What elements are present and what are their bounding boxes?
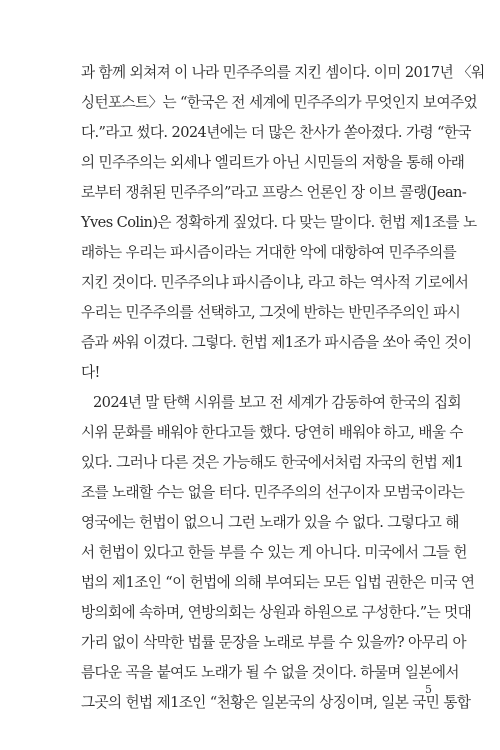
text-line: 과 함께 외쳐져 이 나라 민주주의를 지킨 셈이다. 이미 2017년 〈워 — [81, 64, 485, 81]
text-line: 서 헌법이 있다고 한들 부를 수 있는 게 아니다. 미국에서 그들 헌 — [81, 544, 467, 561]
text-line: 그곳의 헌법 제1조인 “천황은 일본국의 상징이며, 일본 국민 통합 — [81, 694, 471, 711]
text-line: 있다. 그러나 다른 것은 가능해도 한국에서처럼 자국의 헌법 제1 — [81, 454, 464, 471]
paragraph-1 — [81, 58, 485, 388]
text-line: 시위 문화를 배워야 한다고들 했다. 당연히 배워야 하고, 배울 수 — [81, 424, 463, 441]
text-line: 조를 노래할 수는 없을 터다. 민주주의의 선구이자 모범국이라는 — [81, 484, 465, 501]
text-line: 2024년 말 탄핵 시위를 보고 전 세계가 감동하여 한국의 집회 — [93, 394, 462, 411]
text-line: 다! — [81, 364, 100, 381]
text-line: Yves Colin)은 정확하게 짚었다. 다 맞는 말이다. 헌법 제1조를 노 — [81, 214, 477, 231]
body-text — [81, 58, 485, 718]
text-line: 름다운 곡을 붙여도 노래가 될 수 없을 것이다. 하물며 일본에서 — [81, 664, 459, 681]
text-line: 다.”라고 썼다. 2024년에는 더 많은 찬사가 쏟아졌다. 가령 “한국 — [81, 124, 471, 141]
paragraph-2 — [81, 388, 475, 718]
text-line: 영국에는 헌법이 없으니 그런 노래가 있을 수 없다. 그렇다고 해 — [81, 514, 459, 531]
text-line: 의 민주주의는 외세나 엘리트가 아닌 시민들의 저항을 통해 아래 — [81, 154, 465, 171]
text-line: 로부터 쟁취된 민주주의”라고 프랑스 언론인 장 이브 콜랭(Jean- — [81, 184, 467, 201]
text-line: 방의회에 속하며, 연방의회는 상원과 하원으로 구성한다.”는 멋대 — [81, 604, 472, 621]
page-number: 5 — [425, 683, 432, 696]
text-line: 지킨 것이다. 민주주의냐 파시즘이냐, 라고 하는 역사적 기로에서 — [81, 274, 469, 291]
text-line: 싱턴포스트〉는 “한국은 전 세계에 민주주의가 무엇인지 보여주었 — [81, 94, 478, 111]
text-line: 즘과 싸워 이겼다. 그렇다. 헌법 제1조가 파시즘을 쏘아 죽인 것이 — [81, 334, 472, 351]
text-line: 가리 없이 삭막한 법률 문장을 노래로 부를 수 있을까? 아무리 아 — [81, 634, 467, 651]
text-line: 우리는 민주주의를 선택하고, 그것에 반하는 반민주주의인 파시 — [81, 304, 461, 321]
text-line: 래하는 우리는 파시즘이라는 거대한 악에 대항하여 민주주의를 — [81, 244, 457, 261]
text-line: 법의 제1조인 “이 헌법에 의해 부여되는 모든 입법 권한은 미국 연 — [81, 574, 475, 591]
